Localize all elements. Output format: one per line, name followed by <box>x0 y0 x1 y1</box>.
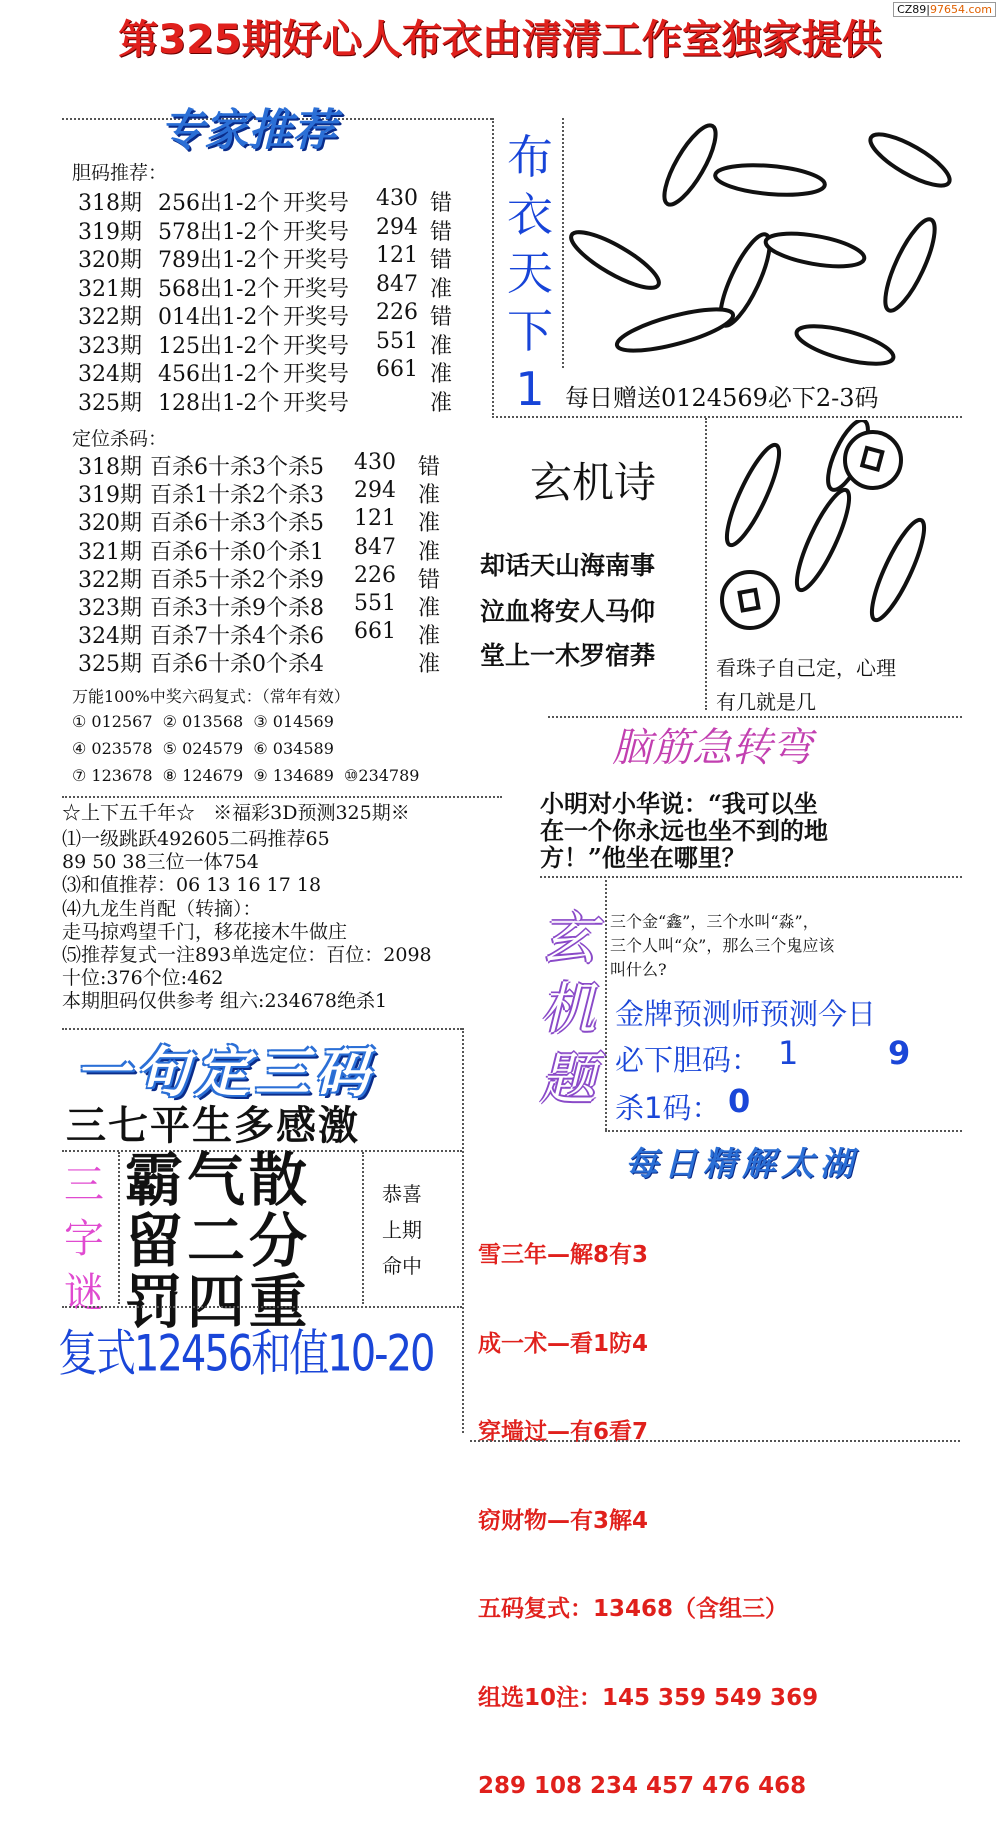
question-line-2: 三个人叫“众”，那么三个鬼应该 <box>610 936 835 955</box>
dan-num: 294 <box>376 214 418 240</box>
riddle-congrats <box>382 1176 422 1284</box>
dan-pick: 456出1-2个 <box>158 362 280 387</box>
kill-res: 准 <box>418 624 441 650</box>
congrats-1: 恭喜 <box>382 1182 422 1206</box>
poem-line-2: 泣血将安人马仰 <box>480 597 656 626</box>
history-line: ⑷九龙生肖配（转摘）： <box>62 897 262 920</box>
taihu-line-2: 成一术—看1防4 <box>478 1330 649 1357</box>
kill-res: 准 <box>418 539 441 565</box>
xuanji-ti-vertical <box>540 905 600 1115</box>
buyi-char-3: 天 <box>507 246 553 300</box>
dan-res: 错 <box>430 248 453 273</box>
kill-res: 准 <box>418 596 441 621</box>
divider-v1 <box>492 118 496 418</box>
history-line: ⑶和值推荐：06 13 16 17 18 <box>62 874 322 897</box>
dan-num: 551 <box>376 328 418 354</box>
congrats-3: 命中 <box>382 1254 422 1278</box>
must-label: 必下胆码： <box>615 1043 761 1077</box>
kill-num: 226 <box>354 562 396 588</box>
dan-period: 320期 <box>78 248 142 273</box>
riddle-vertical <box>64 1158 114 1320</box>
kill-period: 321期 <box>78 539 142 565</box>
divider-v4 <box>605 880 607 1130</box>
kill-kill: 百杀7十杀4个杀6 <box>150 624 324 650</box>
xuanji-poem-heading: 玄机诗 <box>530 458 657 507</box>
dan-lbl: 开奖号 <box>283 191 350 216</box>
dan-pick: 014出1-2个 <box>158 305 280 330</box>
taihu-line-7: 289 108 234 457 476 468 <box>478 1773 807 1799</box>
expert-heading: 专家推荐 <box>160 105 336 156</box>
dan-num: 847 <box>376 271 418 297</box>
kill-period: 318期 <box>78 455 142 480</box>
dan-num: 661 <box>376 357 418 382</box>
poem-caption-1: 看珠子自己定，心理 <box>716 656 896 680</box>
watermark-site: CZ89 <box>897 3 927 16</box>
divider-h7 <box>62 1306 462 1308</box>
riddle-line-1: 霸气散 <box>125 1146 312 1214</box>
brain-line-2: 在一个你永远也坐不到的地 <box>540 816 828 845</box>
dan-res: 错 <box>430 191 453 216</box>
question-line-3: 叫什么? <box>610 960 667 979</box>
kill-res: 错 <box>418 455 441 480</box>
kill-period: 320期 <box>78 511 142 537</box>
brain-line-3: 方！”他坐在哪里？ <box>540 843 746 872</box>
buyi-char-5: 1 <box>515 362 545 416</box>
history-line: 89 50 38三位一体754 <box>62 851 259 874</box>
poem-caption-2: 有几就是几 <box>716 690 816 714</box>
xuanji-ti-char-2: 机 <box>540 977 596 1042</box>
poem-line-1: 却话天山海南事 <box>480 551 656 580</box>
divider-h3 <box>540 876 962 878</box>
dan-num: 430 <box>376 186 418 211</box>
kill-period: 319期 <box>78 483 142 509</box>
kill-kill: 百杀6十杀0个杀1 <box>150 539 324 565</box>
divider-v3 <box>705 418 707 710</box>
history-line: ⑴一级跳跃492605二码推荐65 <box>62 828 330 850</box>
must-b: 9 <box>888 1034 911 1072</box>
kill-res: 错 <box>418 567 441 593</box>
kill-kill: 百杀1十杀2个杀3 <box>150 483 324 509</box>
six-line-3: ⑦ 123678 ⑧ 124679 ⑨ 134689 ⑩234789 <box>72 766 420 785</box>
dan-lbl: 开奖号 <box>283 305 350 330</box>
divider-v7 <box>362 1152 364 1304</box>
divider-h4 <box>605 1130 962 1132</box>
buyi-char-1: 布 <box>507 130 553 184</box>
riddle-char-2: 字 <box>64 1216 104 1262</box>
history-line: ⑸推荐复式一注893单选定位：百位：2098 <box>62 944 432 966</box>
kill-num: 430 <box>354 450 396 475</box>
dan-pick: 128出1-2个 <box>158 390 280 416</box>
kill-label: 定位杀码： <box>72 428 168 450</box>
kill-kill: 百杀6十杀3个杀5 <box>150 455 324 480</box>
dan-num: 226 <box>376 300 418 325</box>
dan-lbl: 开奖号 <box>283 390 350 416</box>
taihu-line-5: 五码复式：13468（含组三） <box>478 1596 789 1622</box>
dan-pick: 578出1-2个 <box>158 219 280 245</box>
dan-lbl: 开奖号 <box>283 333 350 359</box>
divider-bottom <box>470 1440 960 1442</box>
six-title: 万能100%中奖六码复式：（常年有效） <box>72 687 350 706</box>
brain-line-1: 小明对小华说：“我可以坐 <box>540 789 818 818</box>
must-a: 1 <box>778 1034 799 1072</box>
question-line-1: 三个金“鑫”，三个水叫“淼”， <box>610 912 819 931</box>
history-line: 十位:376个位:462 <box>62 967 224 990</box>
kill-kill: 百杀6十杀3个杀5 <box>150 511 324 537</box>
buyi-daily: 每日赠送0124569必下2-3码 <box>565 384 879 412</box>
history-line: 本期胆码仅供参考 组六:234678绝杀1 <box>62 990 388 1013</box>
dan-lbl: 开奖号 <box>283 362 350 387</box>
buyi-char-2: 衣 <box>507 188 553 242</box>
coin-beads-icon <box>708 420 958 650</box>
divider-h1 <box>492 416 962 418</box>
kill-num: 551 <box>354 591 396 616</box>
dan-lbl: 开奖号 <box>283 276 350 302</box>
dan-pick: 789出1-2个 <box>158 248 280 273</box>
dan-num: 121 <box>376 243 418 268</box>
fushi-line: 复式12456和值10-20 <box>58 1325 434 1383</box>
dan-period: 325期 <box>78 390 142 416</box>
page-title: 第325期好心人布衣由清清工作室独家提供 <box>118 17 882 63</box>
riddle-line-2: 留二分 <box>125 1207 312 1275</box>
six-line-2: ④ 023578 ⑤ 024579 ⑥ 034589 <box>72 739 334 758</box>
kill-one-label: 杀1码： <box>615 1091 721 1125</box>
kill-num: 121 <box>354 506 396 532</box>
kill-num: 661 <box>354 619 396 645</box>
kill-num: 847 <box>354 534 396 560</box>
dan-pick: 256出1-2个 <box>158 191 280 216</box>
dan-label: 胆码推荐： <box>72 162 168 184</box>
xuanji-ti-char-3: 题 <box>540 1047 596 1112</box>
dan-period: 322期 <box>78 305 142 330</box>
riddle-char-1: 三 <box>64 1162 104 1208</box>
brain-heading: 脑筋急转弯 <box>612 725 812 771</box>
one-line-heading: 一句定三码 <box>75 1040 375 1104</box>
dan-res: 错 <box>430 305 453 330</box>
dan-res: 准 <box>430 333 453 359</box>
dan-res: 准 <box>430 362 453 387</box>
taihu-heading: 每日精解太湖 <box>625 1144 859 1183</box>
kill-kill: 百杀3十杀9个杀8 <box>150 596 324 621</box>
dan-period: 324期 <box>78 362 142 387</box>
buyi-char-4: 下 <box>507 304 553 358</box>
taihu-lines <box>478 1182 818 1831</box>
kill-kill: 百杀6十杀0个杀4 <box>150 652 324 678</box>
brain-text <box>540 790 828 871</box>
kill-res: 准 <box>418 511 441 537</box>
divider-v5 <box>462 1028 464 1433</box>
kill-one-val: 0 <box>728 1082 751 1120</box>
dan-res: 准 <box>430 276 453 302</box>
one-line-phrase: 三七平生多感激 <box>66 1103 360 1149</box>
xuanji-ti-char-1: 玄 <box>540 907 596 972</box>
history-header: ☆上下五千年☆ ※福彩3D预测325期※ <box>62 802 410 824</box>
dan-res: 错 <box>430 219 453 245</box>
dan-lbl: 开奖号 <box>283 248 350 273</box>
history-line: 走马掠鸡望千门，移花接木牛做庄 <box>62 920 348 943</box>
dan-lbl: 开奖号 <box>283 219 350 245</box>
xuanji-question <box>610 910 834 982</box>
bead-figure-icon <box>565 120 965 370</box>
poem-line-3: 堂上一木罗宿莽 <box>480 641 656 670</box>
six-line-1: ① 012567 ② 013568 ③ 014569 <box>72 712 334 731</box>
buyi-vertical <box>500 128 560 418</box>
taihu-line-3: 穿墙过—有6看7 <box>478 1419 649 1445</box>
congrats-2: 上期 <box>382 1218 422 1242</box>
kill-period: 323期 <box>78 596 142 621</box>
kill-period: 325期 <box>78 652 142 678</box>
divider-v6 <box>118 1152 120 1304</box>
taihu-line-4: 窃财物—有3解4 <box>478 1507 649 1534</box>
dan-res: 准 <box>430 390 453 416</box>
dan-period: 323期 <box>78 333 142 359</box>
dan-pick: 125出1-2个 <box>158 333 280 359</box>
watermark-domain: 97654.com <box>930 3 992 16</box>
dan-period: 318期 <box>78 191 142 216</box>
gold-title: 金牌预测师预测今日 <box>615 997 877 1031</box>
dan-period: 321期 <box>78 276 142 302</box>
taihu-line-1: 雪三年—解8有3 <box>478 1242 649 1268</box>
kill-period: 322期 <box>78 567 142 593</box>
taihu-line-6: 组选10注：145 359 549 369 <box>478 1684 819 1711</box>
kill-period: 324期 <box>78 624 142 650</box>
watermark: CZ89|97654.com <box>893 2 996 17</box>
kill-res: 准 <box>418 483 441 509</box>
kill-kill: 百杀5十杀2个杀9 <box>150 567 324 593</box>
dan-pick: 568出1-2个 <box>158 276 280 302</box>
kill-res: 准 <box>418 652 441 678</box>
dan-period: 319期 <box>78 219 142 245</box>
riddle-char-3: 谜 <box>64 1270 104 1316</box>
kill-num: 294 <box>354 478 396 504</box>
riddle-line-3: 罚四重 <box>125 1268 312 1336</box>
